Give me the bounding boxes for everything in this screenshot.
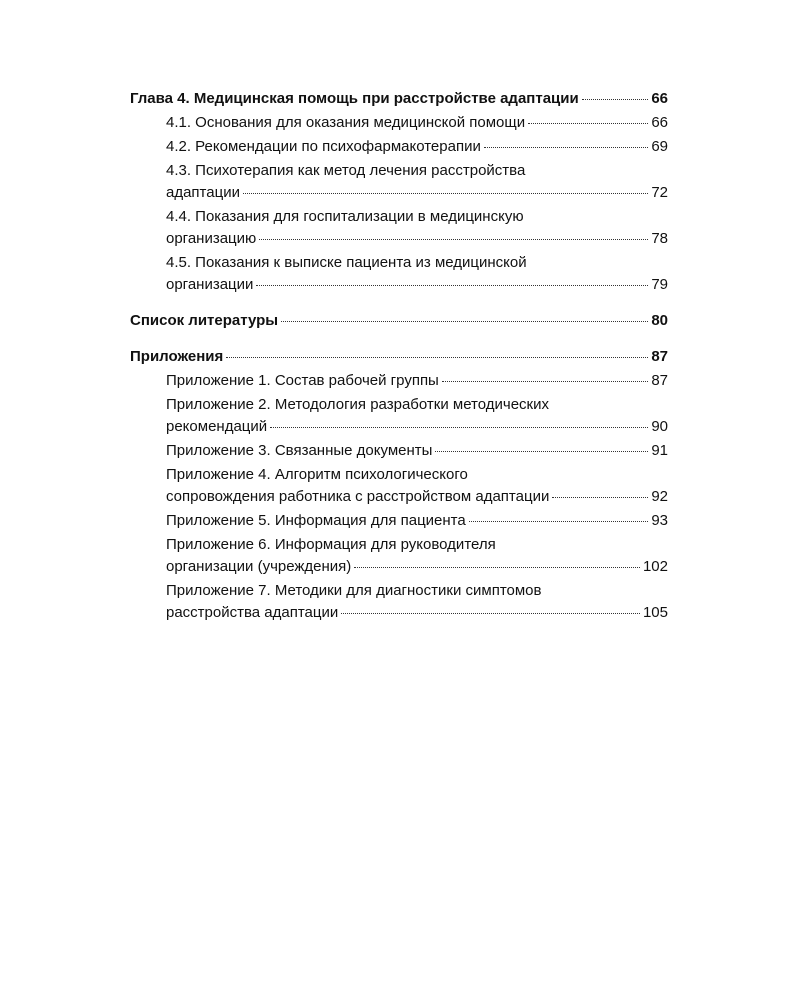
toc-entry-page: 91 [651, 442, 668, 459]
toc-entry-title-line2: организации [166, 276, 254, 293]
toc-entry-title: Глава 4. Медицинская помощь при расстройстве адаптации [130, 90, 579, 107]
toc-entry-page: 80 [651, 312, 668, 329]
dot-leader [469, 521, 649, 522]
dot-leader [435, 451, 648, 452]
toc-entry-page: 87 [651, 372, 668, 389]
toc-entry-title-line1: Приложение 4. Алгоритм психологического [166, 466, 468, 483]
toc-entry-title: Приложение 3. Связанные документы [166, 442, 433, 459]
toc-entry-title-line2: организации (учреждения) [166, 558, 352, 575]
table-of-contents [130, 88, 668, 626]
toc-entry-page: 90 [651, 418, 668, 435]
toc-entry-title-line2: расстройства адаптации [166, 604, 339, 621]
toc-entry-4-2[interactable] [130, 136, 668, 158]
dot-leader [256, 285, 648, 286]
toc-entry-appendix-6[interactable] [130, 534, 668, 578]
toc-entry-page: 66 [651, 114, 668, 131]
toc-entry-4-1[interactable] [130, 112, 668, 134]
toc-entry-title-line1: Приложение 6. Информация для руководителя [166, 536, 496, 553]
toc-entry-4-4[interactable] [130, 206, 668, 250]
toc-entry-4-5[interactable] [130, 252, 668, 296]
toc-entry-page: 79 [651, 276, 668, 293]
toc-entry-appendix-7[interactable] [130, 580, 668, 624]
toc-entry-title-line2: сопровождения работника с расстройством адаптации [166, 488, 550, 505]
toc-entry-appendix-4[interactable] [130, 464, 668, 508]
toc-entry-page: 66 [651, 90, 668, 107]
toc-entry-references[interactable] [130, 310, 668, 332]
toc-entry-title: 4.2. Рекомендации по психофармакотерапии [166, 138, 481, 155]
dot-leader [552, 497, 648, 498]
toc-entry-page: 69 [651, 138, 668, 155]
toc-entry-appendix-5[interactable] [130, 510, 668, 532]
toc-entry-page: 87 [651, 348, 668, 365]
dot-leader [226, 357, 648, 358]
dot-leader [270, 427, 648, 428]
dot-leader [528, 123, 648, 124]
toc-entry-title: 4.1. Основания для оказания медицинской помощи [166, 114, 526, 131]
dot-leader [259, 239, 648, 240]
toc-entry-page: 105 [642, 604, 668, 621]
toc-entry-page: 92 [651, 488, 668, 505]
toc-entry-appendix-3[interactable] [130, 440, 668, 462]
toc-entry-title: Приложение 5. Информация для пациента [166, 512, 466, 529]
toc-entry-title: Список литературы [130, 312, 279, 329]
dot-leader [442, 381, 648, 382]
toc-entry-title-line1: 4.4. Показания для госпитализации в медицинскую [166, 208, 524, 225]
dot-leader [354, 567, 640, 568]
toc-entry-title: Приложения [130, 348, 224, 365]
dot-leader [484, 147, 648, 148]
dot-leader [243, 193, 648, 194]
dot-leader [341, 613, 640, 614]
toc-entry-page: 72 [651, 184, 668, 201]
toc-entry-page: 78 [651, 230, 668, 247]
dot-leader [281, 321, 648, 322]
toc-entry-title-line2: рекомендаций [166, 418, 268, 435]
toc-entry-title-line2: организацию [166, 230, 257, 247]
toc-entry-title: Приложение 1. Состав рабочей группы [166, 372, 439, 389]
toc-entry-page: 93 [651, 512, 668, 529]
toc-entry-title-line1: 4.5. Показания к выписке пациента из медицинской [166, 254, 527, 271]
toc-entry-page: 102 [642, 558, 668, 575]
toc-entry-appendices[interactable] [130, 346, 668, 368]
toc-entry-4-3[interactable] [130, 160, 668, 204]
toc-entry-chapter-4[interactable] [130, 88, 668, 110]
toc-entry-title-line1: Приложение 7. Методики для диагностики симптомов [166, 582, 542, 599]
toc-entry-title-line1: Приложение 2. Методология разработки методических [166, 396, 549, 413]
toc-entry-title-line2: адаптации [166, 184, 240, 201]
toc-entry-title-line1: 4.3. Психотерапия как метод лечения расстройства [166, 162, 526, 179]
toc-entry-appendix-1[interactable] [130, 370, 668, 392]
dot-leader [582, 99, 649, 100]
toc-entry-appendix-2[interactable] [130, 394, 668, 438]
